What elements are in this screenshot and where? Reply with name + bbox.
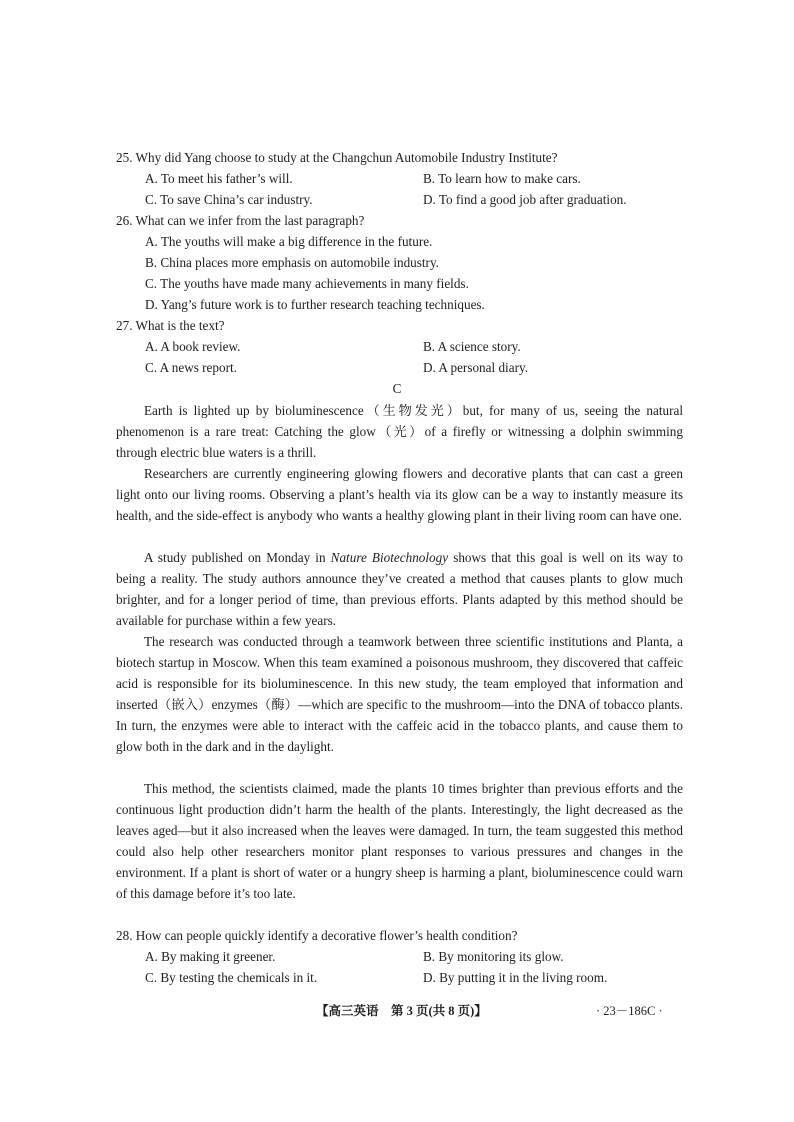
passage-paragraph-1: Earth is lighted up by bioluminescence（生物发光）but, for many of us, seeing the natural phenomenon is a rare treat: Catching the glow（光）of a firefly or witnessing a dolphin swimming through electric blue waters is a thrill. xyxy=(116,403,683,460)
q27-option-c: C. A news report. xyxy=(145,360,237,375)
question-28: 28. How can people quickly identify a decorative flower’s health condition? xyxy=(116,928,518,943)
q27-option-b: B. A science story. xyxy=(423,339,521,354)
q25-option-c: C. To save China’s car industry. xyxy=(145,192,313,207)
q26-option-a: A. The youths will make a big difference in the future. xyxy=(145,234,433,249)
passage-paragraph-3-text-2: shows that this goal is well on its way to being a reality. The study authors announce they’ve created a method that causes plants to glow much brighter, and for a longer period of time, than previous efforts. Plants adapted by this method should be available for purchase within a few years. xyxy=(116,550,683,628)
q28-option-c: C. By testing the chemicals in it. xyxy=(145,970,318,985)
q27-option-d: D. A personal diary. xyxy=(423,360,528,375)
q28-option-d: D. By putting it in the living room. xyxy=(423,970,608,985)
passage-paragraph-3-text-1: A study published on Monday in xyxy=(144,550,331,565)
question-25: 25. Why did Yang choose to study at the Changchun Automobile Industry Institute? xyxy=(116,150,558,165)
q26-option-c: C. The youths have made many achievements in many fields. xyxy=(145,276,469,291)
passage-paragraph-4: The research was conducted through a teamwork between three scientific institutions and Planta, a biotech startup in Moscow. When this team examined a poisonous mushroom, they discovered that caffeic acid is responsible for its bioluminescence. In this new study, the team employed that information and inserted（嵌入）enzymes（酶）—which are specific to the mushroom—into the DNA of tobacco plants. In turn, the enzymes were able to interact with the caffeic acid in the tobacco plants, and cause them to glow both in the dark and in the daylight. xyxy=(116,634,683,754)
passage-paragraph-5: This method, the scientists claimed, made the plants 10 times brighter than previous efforts and the continuous light production didn’t harm the health of the plants. Interestingly, the light decreased as the leaves aged—but it also increased when the leaves were damaged. In turn, the team suggested this method could also help other researchers monitor plant responses to various pressures and changes in the environment. If a plant is short of water or a hungry sheep is harming a plant, bioluminescence could warn of this damage before it’s too late. xyxy=(116,781,683,901)
q26-option-b: B. China places more emphasis on automobile industry. xyxy=(145,255,439,270)
question-26: 26. What can we infer from the last paragraph? xyxy=(116,213,365,228)
page-footer-code: · 23－186C · xyxy=(596,1004,663,1018)
q27-option-a: A. A book review. xyxy=(145,339,241,354)
journal-name: Nature Biotechnology xyxy=(330,550,449,565)
passage-paragraph-2: Researchers are currently engineering glowing flowers and decorative plants that can cast a green light onto our living rooms. Observing a plant’s health via its glow can be a way to instantly measure its health, and the side-effect is anybody who wants a healthy glowing plant in their living room can have one. xyxy=(116,466,683,523)
q25-option-d: D. To find a good job after graduation. xyxy=(423,192,627,207)
q25-option-b: B. To learn how to make cars. xyxy=(423,171,581,186)
page-footer-label: 【高三英语 第 3 页(共 8 页)】 xyxy=(316,1004,487,1018)
q28-option-b: B. By monitoring its glow. xyxy=(423,949,564,964)
section-label: C xyxy=(392,381,402,396)
q28-option-a: A. By making it greener. xyxy=(145,949,276,964)
q26-option-d: D. Yang’s future work is to further research teaching techniques. xyxy=(145,297,485,312)
q25-option-a: A. To meet his father’s will. xyxy=(145,171,293,186)
passage-paragraph-3 xyxy=(116,547,683,631)
question-27: 27. What is the text? xyxy=(116,318,225,333)
